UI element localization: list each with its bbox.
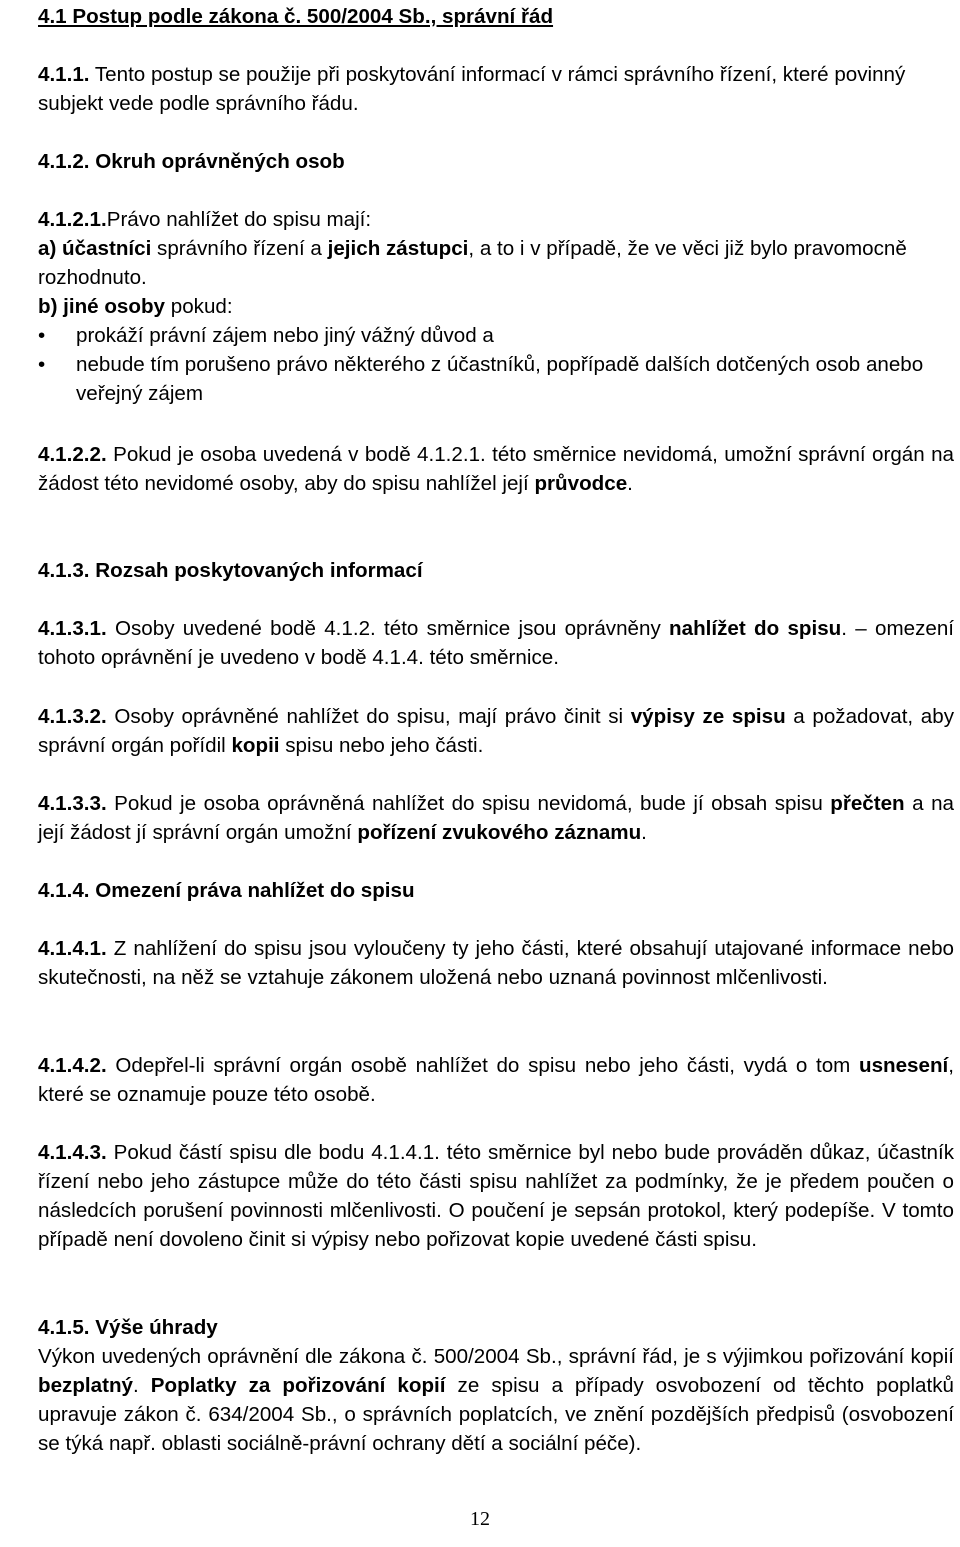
paragraph-text: Právo nahlížet do spisu mají: (106, 208, 372, 231)
paragraph-number: 4.1.4.1. (38, 937, 107, 960)
paragraph-number: 4.1.1. (38, 63, 90, 86)
section-heading: Výše úhrady (89, 1316, 218, 1339)
paragraph-4-1-3-3: 4.1.3.3. Pokud je osoba oprávněná nahlížet do spisu nevidomá, bude jí obsah spisu přečten a na její žádost jí správní orgán umožní pořízení zvukového záznamu. (38, 792, 954, 844)
subsection-heading-4-1-3: 4.1.3. Rozsah poskytovaných informací (38, 559, 423, 582)
item-a: a) účastníci správního řízení a jejich zástupci, a to i v případě, že ve věci již bylo pravomocně rozhodnuto. (38, 237, 907, 289)
paragraph-4-1-5 (38, 1313, 954, 1458)
paragraph-text: Výkon uvedených oprávnění dle zákona č. 500/2004 Sb., správní řád, je s výjimkou pořizování kopií bezplatný. Poplatky za pořizování kopií ze spisu a případy osvobození od těchto poplatků upravuje zákon č. 634/2004 Sb., o správních poplatcích, ve znění pozdějších předpisů (osvobození se týká např. oblasti sociálně-právní ochrany dětí a sociální péče). (38, 1345, 954, 1455)
bullet-icon: • (38, 353, 46, 376)
paragraph-4-1-4-2: 4.1.4.2. Odepřel-li správní orgán osobě nahlížet do spisu nebo jeho části, vydá o tom usnesení, které se oznamuje pouze této osobě. (38, 1054, 954, 1106)
page-number: 12 (470, 1508, 490, 1530)
item-b: b) jiné osoby pokud: (38, 295, 233, 318)
section-title: 4.1 Postup podle zákona č. 500/2004 Sb., správní řád (38, 5, 554, 28)
paragraph-4-1-1 (38, 60, 954, 118)
paragraph-4-1-2-1 (38, 205, 954, 321)
paragraph-4-1-3-1: 4.1.3.1. Osoby uvedené bodě 4.1.2. této směrnice jsou oprávněny nahlížet do spisu. – omezení tohoto oprávnění je uvedeno v bodě 4.1.4. této směrnice. (38, 617, 954, 669)
subsection-heading-4-1-2: 4.1.2. Okruh oprávněných osob (38, 150, 345, 173)
paragraph-number: 4.1.4.3. (38, 1141, 107, 1164)
paragraph-number: 4.1.3.1. (38, 617, 107, 640)
paragraph-number: 4.1.3.3. (38, 792, 107, 815)
list-item: • prokáží právní zájem nebo jiný vážný důvod a (38, 321, 954, 350)
paragraph-4-1-4-3: 4.1.4.3. Pokud částí spisu dle bodu 4.1.4.1. této směrnice byl nebo bude prováděn důkaz, účastník řízení nebo jeho zástupce může do této části spisu nahlížet za podmínky, že je předem poučen o následcích porušení povinnosti mlčenlivosti. O poučení je sepsán protokol, který podepíše. V tomto případě není dovoleno činit si výpisy nebo pořizovat kopie uvedené části spisu. (38, 1141, 954, 1251)
paragraph-4-1-2-2: 4.1.2.2. Pokud je osoba uvedená v bodě 4.1.2.1. této směrnice nevidomá, umožní správní orgán na žádost této nevidomé osoby, aby do spisu nahlížel její průvodce. (38, 443, 954, 495)
bullet-icon: • (38, 324, 46, 347)
paragraph-number: 4.1.5. (38, 1316, 90, 1339)
paragraph-text: Tento postup se použije při poskytování informací v rámci správního řízení, které povinný subjekt vede podle správního řádu. (38, 63, 906, 115)
paragraph-number: 4.1.4.2. (38, 1054, 107, 1077)
paragraph-4-1-3-2: 4.1.3.2. Osoby oprávněné nahlížet do spisu, mají právo činit si výpisy ze spisu a požadovat, aby správní orgán pořídil kopii spisu nebo jeho části. (38, 705, 954, 757)
subsection-heading-4-1-4: 4.1.4. Omezení práva nahlížet do spisu (38, 879, 415, 902)
paragraph-number: 4.1.2.1. (38, 208, 107, 231)
list-item: • nebude tím porušeno právo některého z účastníků, popřípadě dalších dotčených osob anebo veřejný zájem (38, 350, 954, 408)
paragraph-number: 4.1.2.2. (38, 443, 107, 466)
bullet-list (38, 321, 954, 408)
paragraph-4-1-4-1: 4.1.4.1. Z nahlížení do spisu jsou vyloučeny ty jeho části, které obsahují utajované informace nebo skutečnosti, na něž se vztahuje zákonem uložená nebo uznaná povinnost mlčenlivosti. (38, 937, 954, 989)
paragraph-number: 4.1.3.2. (38, 705, 107, 728)
